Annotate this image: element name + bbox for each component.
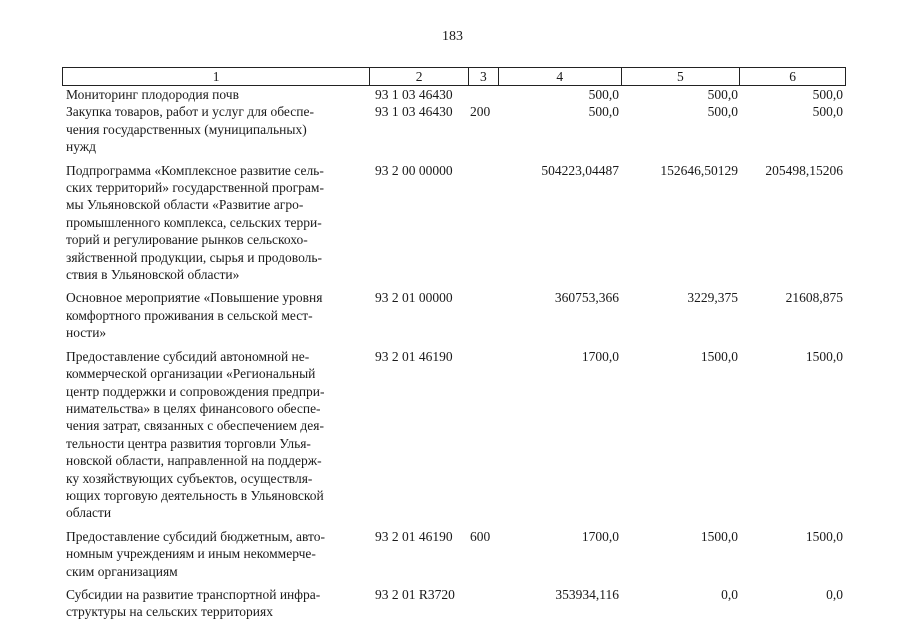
row-name xyxy=(62,528,370,580)
header-col-5: 5 xyxy=(622,68,741,85)
row-value-1: 1700,0 xyxy=(581,528,619,544)
row-name-line: чения затрат, связанных с обеспечением дея- xyxy=(66,418,324,434)
row-name-line: Основное мероприятие «Повышение уровня xyxy=(66,290,323,306)
row-name-line: мы Ульяновской области «Развитие агро- xyxy=(66,197,304,213)
row-value-1: 360753,366 xyxy=(554,290,619,306)
row-value-2: 3229,375 xyxy=(687,290,738,306)
row-name xyxy=(62,586,370,621)
row-value-2: 0,0 xyxy=(721,586,738,602)
row-value-3: 500,0 xyxy=(812,104,843,120)
table-row xyxy=(62,86,846,103)
row-value-3: 205498,15206 xyxy=(765,162,843,178)
row-value-3: 1500,0 xyxy=(805,528,843,544)
row-code: 93 2 01 46190 xyxy=(375,348,453,364)
row-code: 93 1 03 46430 xyxy=(375,87,453,102)
row-name-line: комфортного проживания в сельской мест- xyxy=(66,307,313,323)
row-name-line: чения государственных (муниципальных) xyxy=(66,121,307,137)
row-code: 93 2 01 R3720 xyxy=(375,586,455,602)
header-col-1: 1 xyxy=(63,68,370,85)
row-name-line: тельности центра развития торговли Улья- xyxy=(66,435,311,451)
row-code: 93 2 01 00000 xyxy=(375,290,453,306)
table-row xyxy=(62,586,846,621)
row-value-2: 1500,0 xyxy=(700,528,738,544)
row-value-2: 500,0 xyxy=(707,104,738,120)
row-value-2: 152646,50129 xyxy=(660,162,738,178)
row-kvr xyxy=(469,586,499,621)
row-value-1: 504223,04487 xyxy=(541,162,619,178)
row-name-line: ствия в Ульяновской области» xyxy=(66,267,240,283)
header-col-3: 3 xyxy=(469,68,499,85)
row-value-2: 1500,0 xyxy=(700,348,738,364)
row-value-1: 500,0 xyxy=(588,87,619,102)
row-code: 93 2 00 00000 xyxy=(375,162,453,178)
row-name-line: нимательства» в целях финансового обеспе- xyxy=(66,400,321,416)
row-value-1: 500,0 xyxy=(588,104,619,120)
row-name-line: Подпрограмма «Комплексное развитие сель- xyxy=(66,162,324,178)
row-name-line: номным учреждениям и иным некоммерче- xyxy=(66,546,316,562)
row-name-line: нужд xyxy=(66,139,96,155)
row-value-1: 1700,0 xyxy=(581,348,619,364)
row-kvr xyxy=(469,86,499,103)
row-name-line: ющих торговую деятельность в Ульяновской xyxy=(66,487,324,503)
row-value-3: 1500,0 xyxy=(805,348,843,364)
page-number: 183 xyxy=(442,29,463,44)
table-row xyxy=(62,162,846,284)
row-value-3: 500,0 xyxy=(812,87,843,102)
row-value-3: 21608,875 xyxy=(785,290,843,306)
row-name-line: ности» xyxy=(66,325,107,341)
row-name-line: области xyxy=(66,505,112,521)
row-kvr: 200 xyxy=(470,104,491,120)
table-header xyxy=(62,67,846,86)
table-row xyxy=(62,103,846,155)
row-name-line: новской области, направленной на поддерж- xyxy=(66,453,322,469)
table-row xyxy=(62,528,846,580)
row-name-line: Предоставление субсидий бюджетным, авто- xyxy=(66,528,325,544)
row-name xyxy=(62,348,370,522)
row-name-line: структуры на сельских территориях xyxy=(66,604,273,620)
row-name-line: Мониторинг плодородия почв xyxy=(66,87,239,102)
table-row xyxy=(62,348,846,522)
row-name-line: центр поддержки и сопровождения предпри- xyxy=(66,383,325,399)
row-value-1: 353934,116 xyxy=(555,586,619,602)
row-name-line: зяйственной продукции, сырья и продоволь- xyxy=(66,249,323,265)
row-kvr xyxy=(469,162,499,284)
row-kvr xyxy=(469,348,499,522)
row-kvr: 600 xyxy=(470,528,491,544)
row-name-line: торий и регулирование рынков сельскохо- xyxy=(66,232,308,248)
row-name-line: ских территорий» государственной програм- xyxy=(66,180,324,196)
row-name-line: коммерческой организации «Региональный xyxy=(66,366,316,382)
row-name xyxy=(62,103,370,155)
row-value-2: 500,0 xyxy=(707,87,738,102)
row-kvr xyxy=(469,289,499,341)
row-name xyxy=(62,289,370,341)
row-name-line: Закупка товаров, работ и услуг для обеспе- xyxy=(66,104,314,120)
table-row xyxy=(62,289,846,341)
row-code: 93 2 01 46190 xyxy=(375,528,453,544)
row-name-line: ским организациям xyxy=(66,563,178,579)
row-value-3: 0,0 xyxy=(826,586,843,602)
row-name-line: ку хозяйствующих субъектов, осуществля- xyxy=(66,470,313,486)
header-col-6: 6 xyxy=(789,69,797,84)
header-col-4: 4 xyxy=(499,68,622,85)
row-name-line: Предоставление субсидий автономной не- xyxy=(66,348,310,364)
table-body xyxy=(62,86,846,621)
row-code: 93 1 03 46430 xyxy=(375,104,453,120)
row-name-line: промышленного комплекса, сельских терри- xyxy=(66,214,322,230)
header-col-2: 2 xyxy=(370,68,469,85)
row-name xyxy=(62,86,370,103)
row-name xyxy=(62,162,370,284)
row-name-line: Субсидии на развитие транспортной инфра- xyxy=(66,586,321,602)
